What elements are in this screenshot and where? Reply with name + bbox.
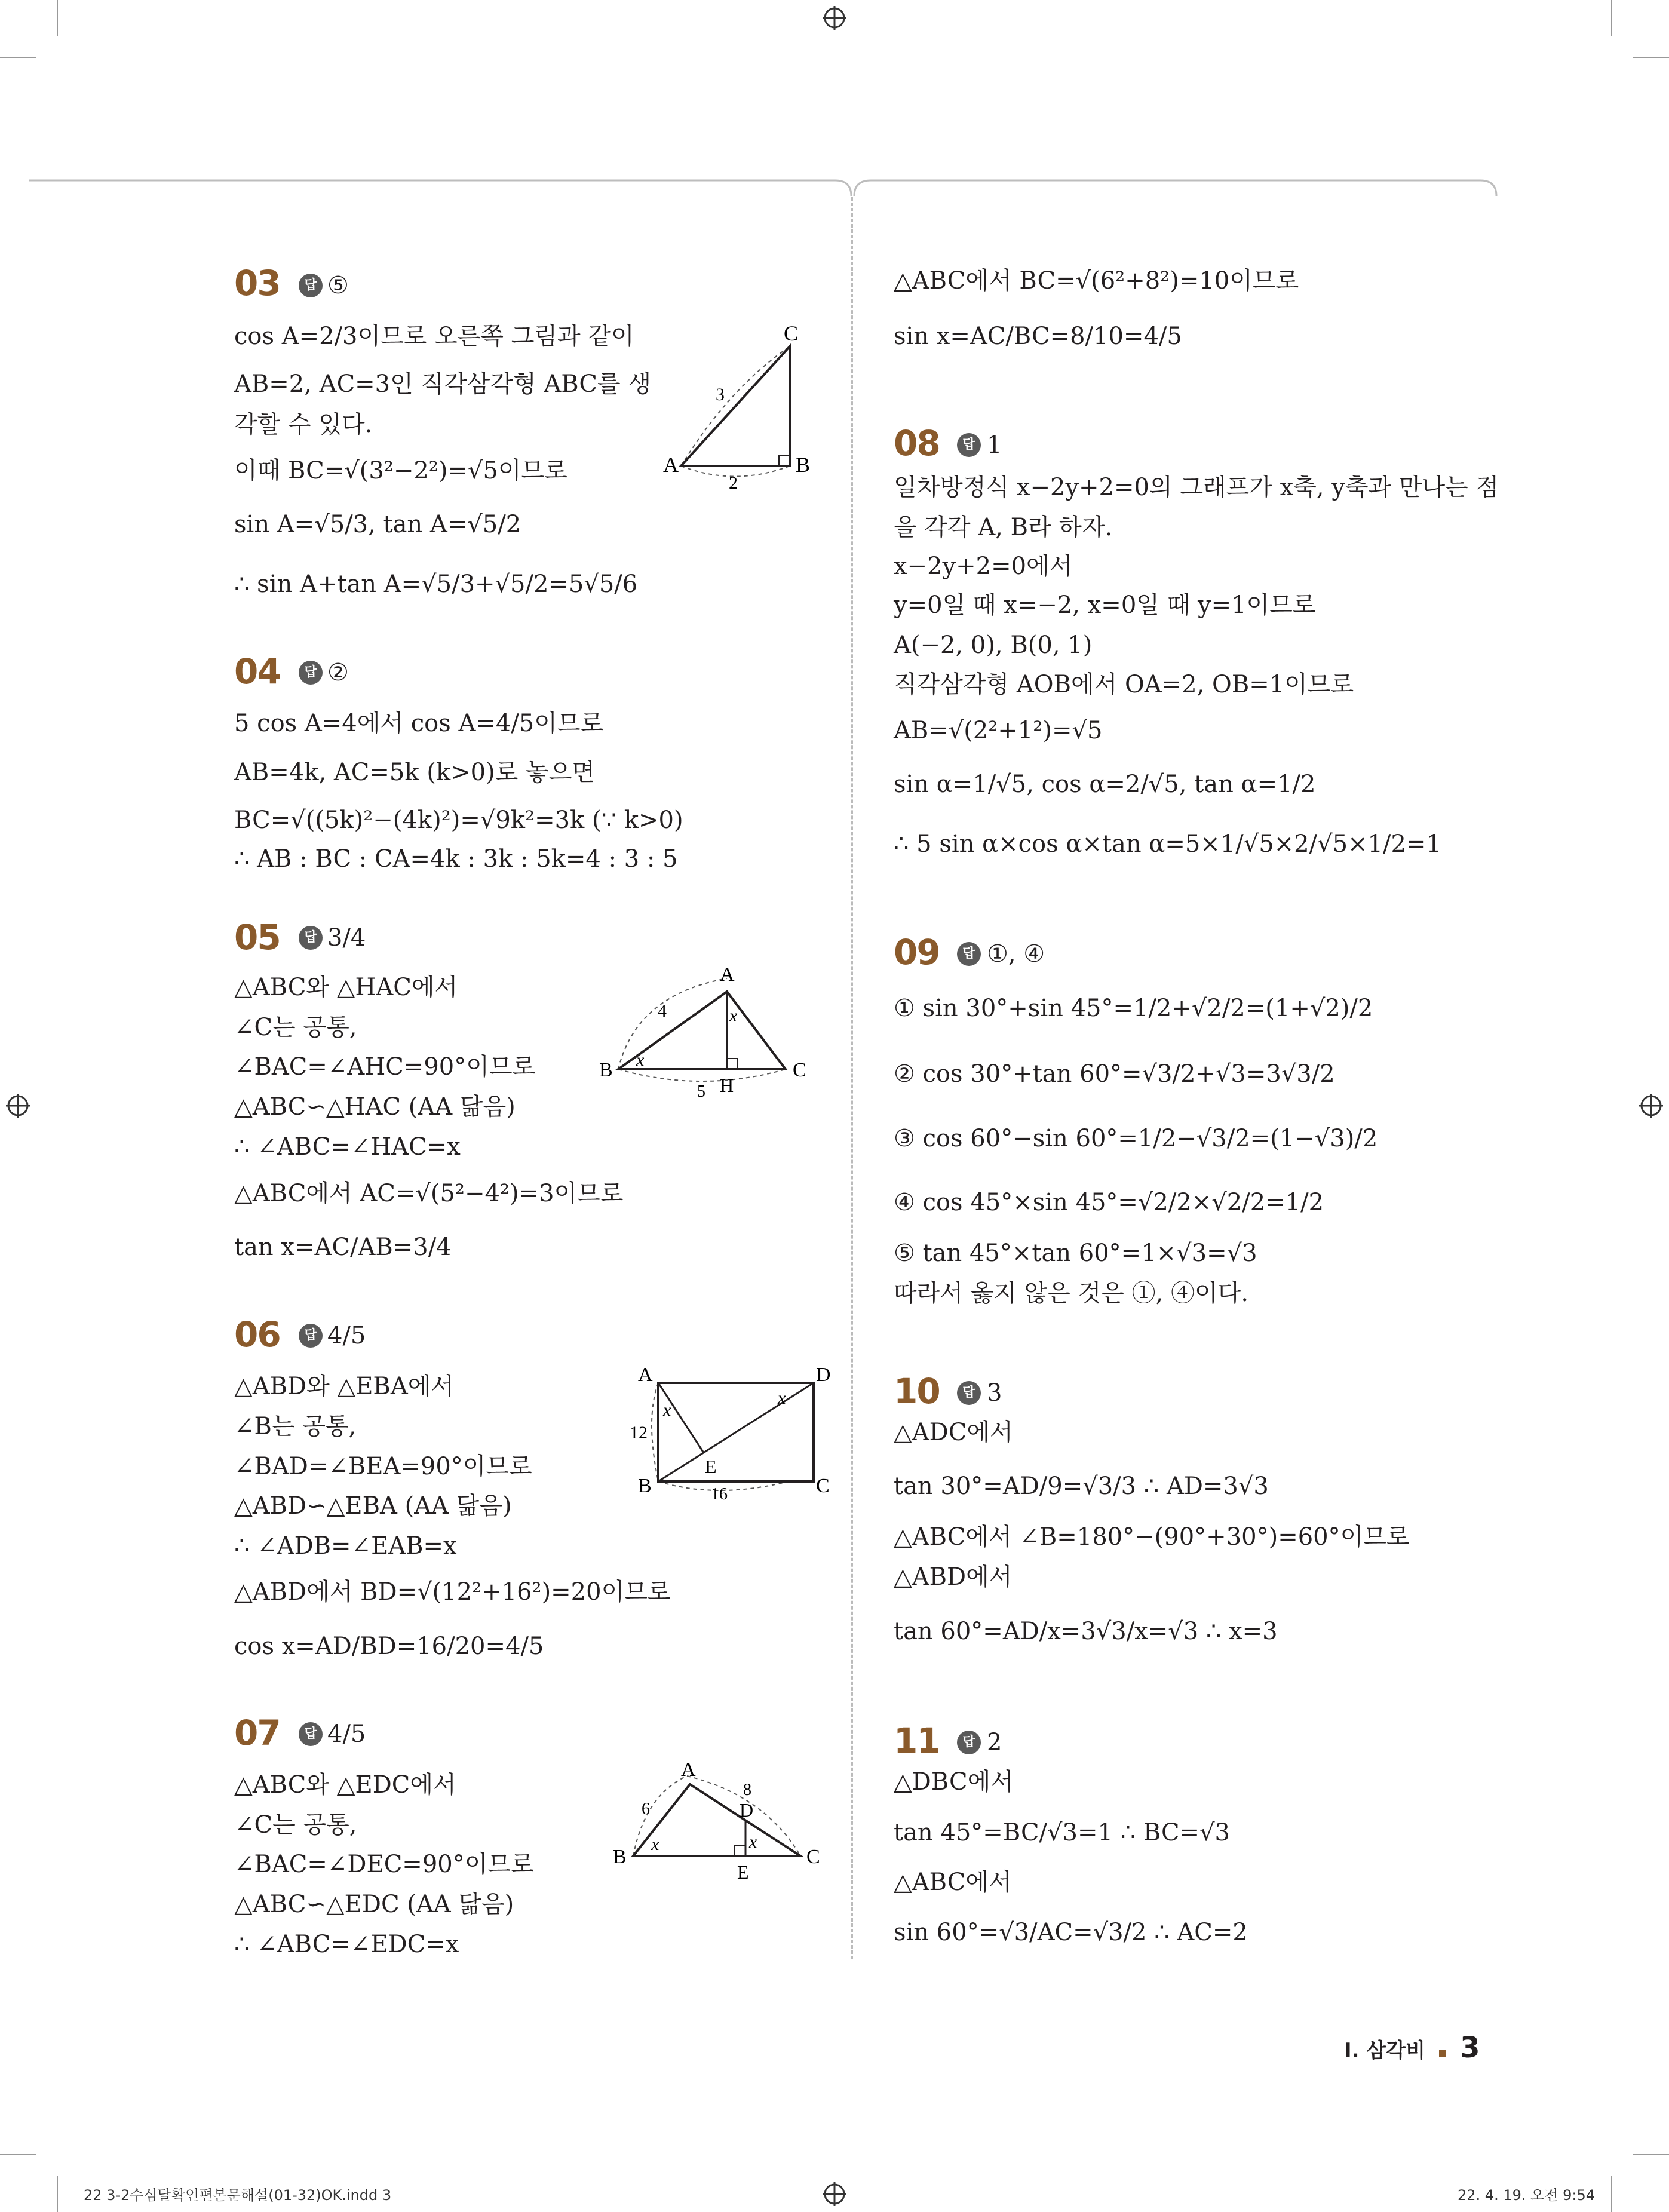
question-number: 09 xyxy=(894,932,940,972)
angle-x: x xyxy=(651,1834,659,1854)
solution-line: △ABC에서 ∠B=180°−(90°+30°)=60°이므로 xyxy=(894,1523,1410,1551)
vertex-a: A xyxy=(663,453,679,477)
answer-value: ② xyxy=(327,659,349,686)
solution-line: ∠BAD=∠BEA=90°이므로 xyxy=(234,1453,532,1480)
angle-x: x xyxy=(778,1388,786,1408)
solution-line: sin 60°=√3/AC=√3/2 ∴ AC=2 xyxy=(894,1919,1248,1946)
figure-06-rectangle xyxy=(621,1356,831,1505)
answer-value: 4/5 xyxy=(327,1322,366,1349)
solution-line: 이때 BC=√(3²−2²)=√5이므로 xyxy=(234,457,567,484)
solution-line: ∴ 5 sin α×cos α×tan α=5×1/√5×2/√5×1/2=1 xyxy=(894,830,1441,858)
answer-value: 4/5 xyxy=(327,1720,366,1748)
solution-line: ① sin 30°+sin 45°=1/2+√2/2=(1+√2)/2 xyxy=(894,995,1373,1022)
side-ab: 4 xyxy=(658,1001,667,1021)
solution-line: cos A=2/3이므로 오른쪽 그림과 같이 xyxy=(234,323,634,350)
solution-line: ∴ ∠ABC=∠EDC=x xyxy=(234,1931,459,1958)
footer-file: 22 3-2수심달확인편본문해설(01-32)OK.indd 3 xyxy=(84,2187,392,2204)
vertex-e: E xyxy=(705,1456,717,1477)
solution-line: ∠BAC=∠AHC=90°이므로 xyxy=(234,1053,536,1081)
answer-badge: 답 xyxy=(299,661,323,685)
solution-line: △ABD∽△EBA (AA 닮음) xyxy=(234,1492,512,1520)
side-ac: 3 xyxy=(716,385,725,404)
solution-line: ∠BAC=∠DEC=90°이므로 xyxy=(234,1851,534,1878)
running-head xyxy=(1344,2031,1480,2064)
solution-line: tan x=AC/AB=3/4 xyxy=(234,1234,452,1261)
vertex-h: H xyxy=(720,1075,734,1096)
solution-line: △ABC∽△EDC (AA 닮음) xyxy=(234,1891,514,1918)
solution-line: 5 cos A=4에서 cos A=4/5이므로 xyxy=(234,710,604,737)
angle-x: x xyxy=(729,1006,738,1026)
solution-line: AB=√(2²+1²)=√5 xyxy=(894,717,1103,744)
vertex-e: E xyxy=(737,1861,749,1883)
solution-line: △ABC와 △EDC에서 xyxy=(234,1771,456,1799)
vertex-b: B xyxy=(796,453,811,477)
solution-line: BC=√((5k)²−(4k)²)=√9k²=3k (∵ k>0) xyxy=(234,806,683,834)
solution-line: sin α=1/√5, cos α=2/√5, tan α=1/2 xyxy=(894,771,1316,798)
vertex-a: A xyxy=(720,964,735,986)
solution-line: tan 60°=AD/x=3√3/x=√3 ∴ x=3 xyxy=(894,1618,1278,1645)
question-number: 10 xyxy=(894,1371,940,1412)
separator-square-icon xyxy=(1439,2050,1446,2057)
solution-line: △ADC에서 xyxy=(894,1419,1013,1446)
vertex-c: C xyxy=(784,321,799,345)
solution-line: ∴ AB : BC : CA=4k : 3k : 5k=4 : 3 : 5 xyxy=(234,845,678,873)
footer-date: 22. 4. 19. 오전 9:54 xyxy=(1458,2187,1596,2204)
answer-badge: 답 xyxy=(957,1381,981,1405)
side-ab: 12 xyxy=(630,1423,648,1443)
side-bc: 16 xyxy=(711,1485,728,1504)
answer-badge: 답 xyxy=(299,926,323,950)
solution-line: ∴ sin A+tan A=√5/3+√5/2=5√5/6 xyxy=(234,570,638,598)
solution-line: tan 30°=AD/9=√3/3 ∴ AD=3√3 xyxy=(894,1472,1269,1500)
solution-line: x−2y+2=0에서 xyxy=(894,553,1073,580)
question-number: 04 xyxy=(234,651,280,692)
solution-line: y=0일 때 x=−2, x=0일 때 y=1이므로 xyxy=(894,591,1316,619)
vertex-c: C xyxy=(793,1059,806,1081)
answer-badge: 답 xyxy=(957,942,981,966)
solution-line: ③ cos 60°−sin 60°=1/2−√3/2=(1−√3)/2 xyxy=(894,1125,1378,1152)
answer-value: 3 xyxy=(987,1379,1002,1407)
solution-line: tan 45°=BC/√3=1 ∴ BC=√3 xyxy=(894,1819,1231,1846)
answer-value: 2 xyxy=(987,1729,1002,1756)
vertex-d: D xyxy=(740,1799,754,1821)
solution-line: A(−2, 0), B(0, 1) xyxy=(894,631,1093,659)
solution-line: AB=4k, AC=5k (k>0)로 놓으면 xyxy=(234,759,596,786)
header-rule xyxy=(0,167,1669,203)
solution-line: 을 각각 A, B라 하자. xyxy=(894,514,1113,541)
side-ab: 2 xyxy=(729,473,738,493)
solution-line: △ABD와 △EBA에서 xyxy=(234,1373,454,1400)
page-number: 3 xyxy=(1460,2031,1480,2064)
angle-x: x xyxy=(663,1400,671,1420)
figure-07-triangle xyxy=(609,1759,824,1885)
solution-line: ∠C는 공통, xyxy=(234,1811,357,1839)
column-divider xyxy=(851,197,853,1959)
solution-line: △ABC∽△HAC (AA 닮음) xyxy=(234,1093,516,1121)
solution-line: ④ cos 45°×sin 45°=√2/2×√2/2=1/2 xyxy=(894,1189,1324,1216)
vertex-c: C xyxy=(816,1475,830,1497)
solution-line: ∴ ∠ADB=∠EAB=x xyxy=(234,1532,457,1560)
answer-badge: 답 xyxy=(299,274,323,297)
answer-value: 1 xyxy=(987,431,1002,459)
question-number: 06 xyxy=(234,1314,280,1355)
solution-line: ∴ ∠ABC=∠HAC=x xyxy=(234,1133,461,1161)
solution-line: ∠B는 공통, xyxy=(234,1413,357,1440)
vertex-b: B xyxy=(613,1846,627,1868)
question-number: 07 xyxy=(234,1713,280,1753)
side-ab: 6 xyxy=(642,1800,650,1818)
question-number: 05 xyxy=(234,917,280,958)
solution-line: ② cos 30°+tan 60°=√3/2+√3=3√3/2 xyxy=(894,1060,1335,1088)
solution-line: △DBC에서 xyxy=(894,1768,1014,1796)
solution-line: ∠C는 공통, xyxy=(234,1014,357,1041)
solution-line: △ABC에서 xyxy=(894,1869,1012,1896)
solution-line: 각할 수 있다. xyxy=(234,411,373,438)
answer-value: ⑤ xyxy=(327,272,349,299)
solution-line: 따라서 옳지 않은 것은 ①, ④이다. xyxy=(894,1280,1249,1307)
solution-line: 직각삼각형 AOB에서 OA=2, OB=1이므로 xyxy=(894,671,1354,698)
solution-line: sin A=√5/3, tan A=√5/2 xyxy=(234,511,521,538)
part-title: Ⅰ. 삼각비 xyxy=(1344,2039,1425,2063)
answer-badge: 답 xyxy=(957,1731,981,1754)
angle-x: x xyxy=(749,1832,757,1852)
figure-05-triangle xyxy=(594,962,821,1105)
answer-badge: 답 xyxy=(299,1722,323,1746)
vertex-b: B xyxy=(638,1475,652,1497)
answer-badge: 답 xyxy=(299,1324,323,1348)
side-ac: 8 xyxy=(743,1781,751,1799)
answer-badge: 답 xyxy=(957,433,981,457)
question-number: 11 xyxy=(894,1720,940,1761)
solution-line: △ABC에서 AC=√(5²−4²)=3이므로 xyxy=(234,1180,624,1207)
solution-line: ⑤ tan 45°×tan 60°=1×√3=√3 xyxy=(894,1240,1257,1267)
question-number: 08 xyxy=(894,423,940,464)
question-number: 03 xyxy=(234,263,280,303)
solution-line: △ABC에서 BC=√(6²+8²)=10이므로 xyxy=(894,267,1299,294)
vertex-b: B xyxy=(599,1059,613,1081)
solution-line: △ABC와 △HAC에서 xyxy=(234,974,458,1001)
solution-line: sin x=AC/BC=8/10=4/5 xyxy=(894,323,1182,350)
vertex-a: A xyxy=(638,1364,653,1386)
solution-line: 일차방정식 x−2y+2=0의 그래프가 x축, y축과 만나는 점 xyxy=(894,474,1499,501)
solution-line: △ABD에서 BD=√(12²+16²)=20이므로 xyxy=(234,1578,671,1606)
solution-line: AB=2, AC=3인 직각삼각형 ABC를 생 xyxy=(234,370,652,398)
vertex-d: D xyxy=(816,1364,831,1386)
vertex-c: C xyxy=(806,1846,820,1868)
figure-03-triangle xyxy=(657,321,824,493)
side-bc: 5 xyxy=(697,1082,705,1101)
vertex-a: A xyxy=(681,1759,696,1781)
angle-x: x xyxy=(636,1050,645,1070)
solution-line: △ABD에서 xyxy=(894,1563,1013,1591)
answer-value: 3/4 xyxy=(327,924,366,952)
solution-line: cos x=AD/BD=16/20=4/5 xyxy=(234,1633,544,1660)
answer-value: ①, ④ xyxy=(987,940,1045,968)
